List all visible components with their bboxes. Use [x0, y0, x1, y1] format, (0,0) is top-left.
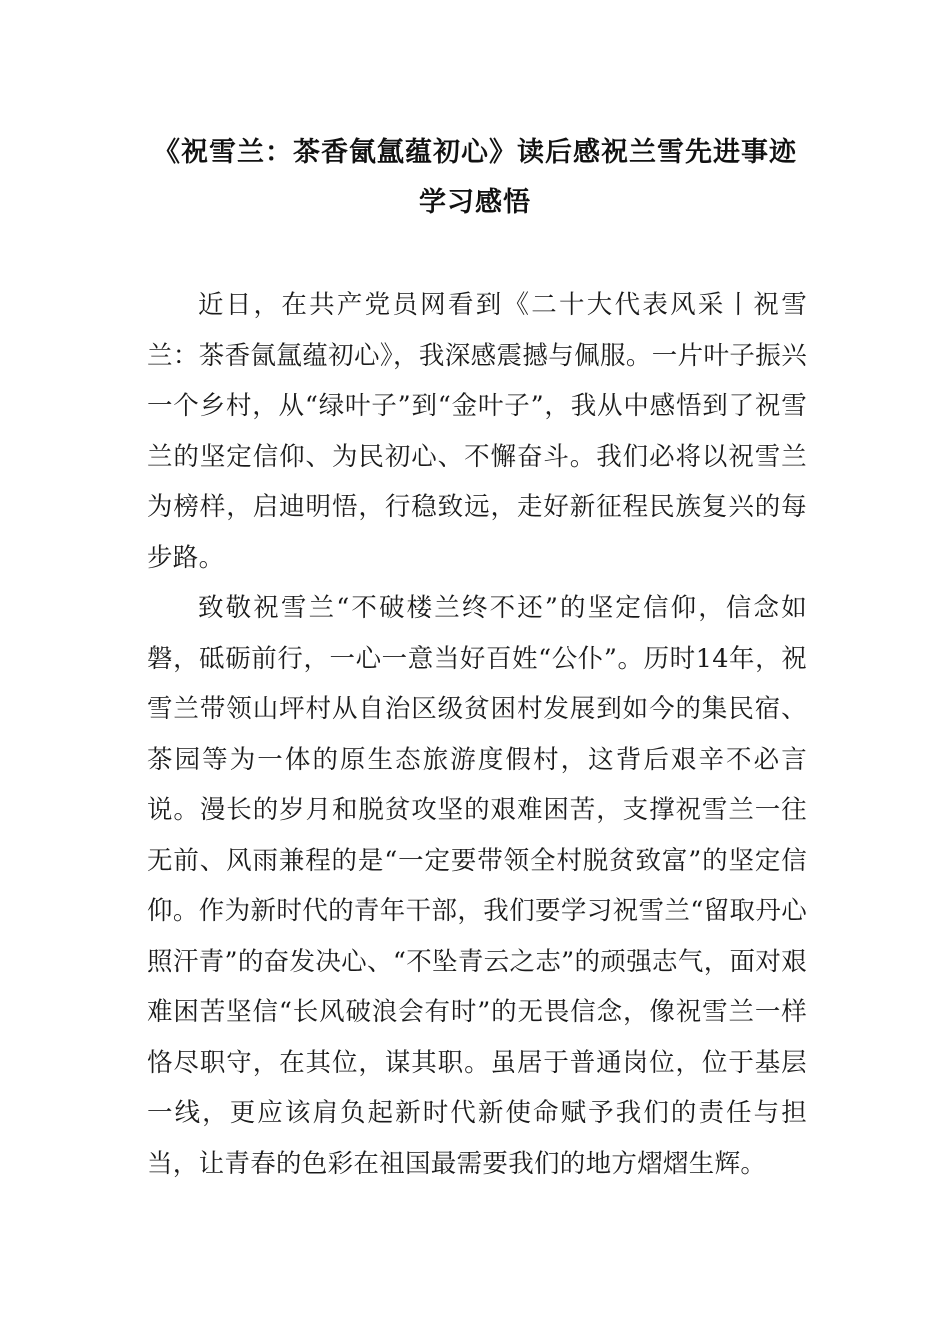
paragraph-faith: 致敬祝雪兰“不破楼兰终不还”的坚定信仰，信念如磐，砥砺前行，一心一意当好百姓“公仆”。历时14年，祝雪兰带领山坪村从自治区级贫困村发展到如今的集民宿、茶园等为一体的原生态旅游度假村，这背后艰辛不必言说。漫长的岁月和脱贫攻坚的艰难困苦，支撑祝雪兰一往无前、风雨兼程的是“一定要带领全村脱贫致富”的坚定信仰。作为新时代的青年干部，我们要学习祝雪兰“留取丹心照汗青”的奋发决心、“不坠青云之志”的顽强志气，面对艰难困苦坚信“长风破浪会有时”的无畏信念，像祝雪兰一样恪尽职守，在其位，谋其职。虽居于普通岗位，位于基层一线，更应该肩负起新时代新使命赋予我们的责任与担当，让青春的色彩在祖国最需要我们的地方熠熠生辉。	[147, 593, 807, 1179]
paragraph-intro: 近日，在共产党员网看到《二十大代表风采丨祝雪兰：茶香氤氲蕴初心》，我深感震撼与佩服。一片叶子振兴一个乡村，从“绿叶子”到“金叶子”，我从中感悟到了祝雪兰的坚定信仰、为民初心、不懈奋斗。我们必将以祝雪兰为榜样，启迪明悟，行稳致远，走好新征程民族复兴的每步路。	[147, 290, 807, 573]
document-body	[147, 280, 807, 1189]
document-title: 《祝雪兰：茶香氤氲蕴初心》读后感祝兰雪先进事迹学习感悟	[153, 137, 797, 218]
